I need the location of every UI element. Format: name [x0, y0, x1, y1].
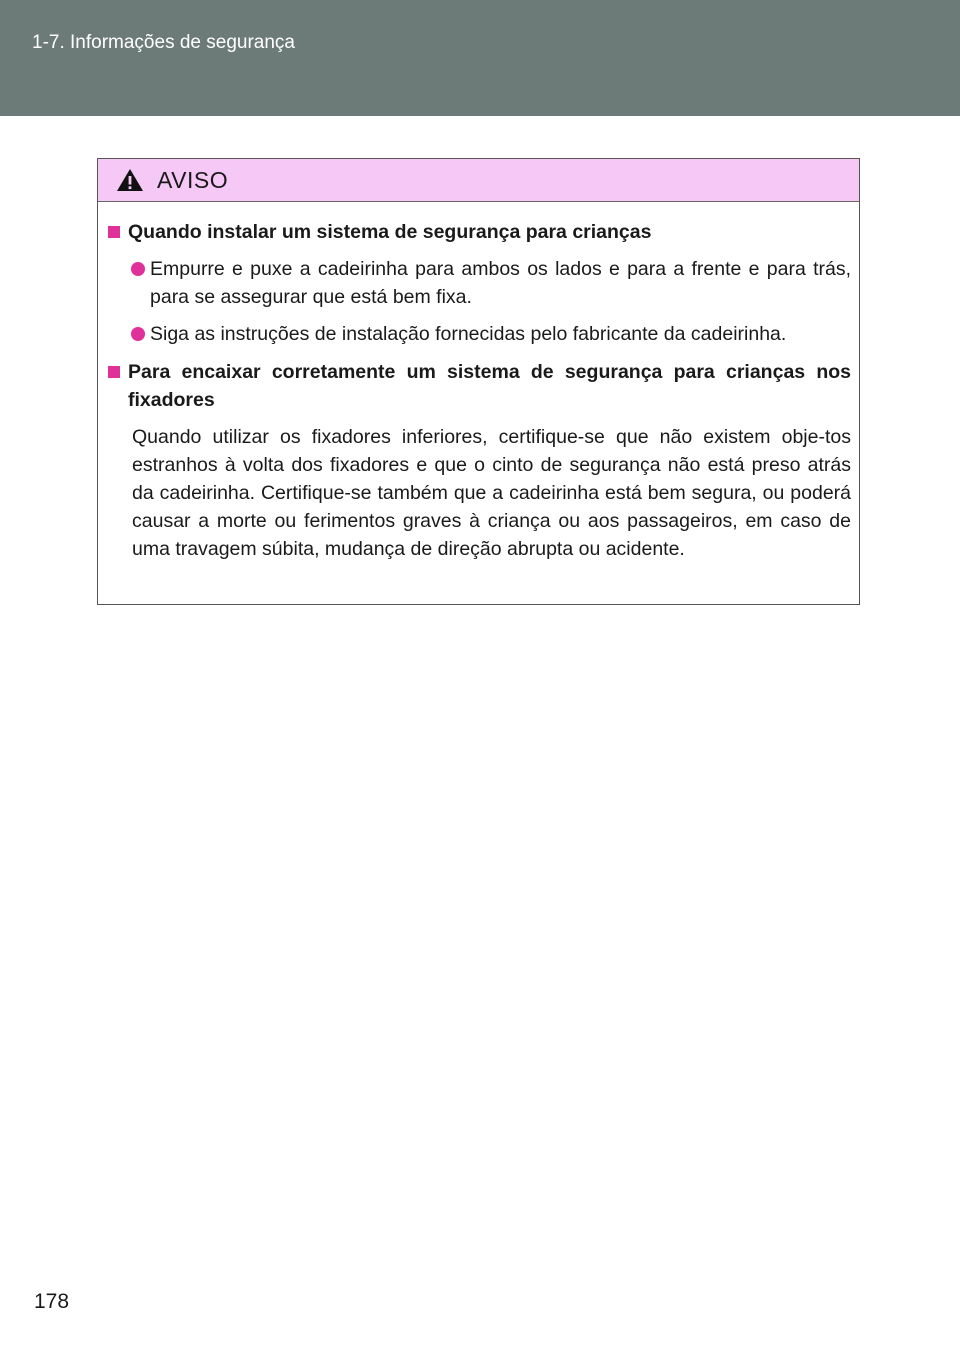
warning-title: AVISO [157, 167, 229, 193]
list-item-text: Siga as instruções de instalação fornecidas pelo fabricante da cadeirinha. [150, 323, 787, 345]
section-title [108, 358, 851, 414]
section-paragraph: Quando utilizar os fixadores inferiores, certifique-se que não existem obje-tos estranhos à volta dos fixadores e que o cinto de segurança não está preso atrás da cadeirinha. Certifique-se também que a cadeirinha está bem segura, ou poderá causar a morte ou ferimentos graves à criança ou aos passageiros, em caso de uma travagem súbita, mudança de direção abrupta ou acidente. [132, 426, 851, 560]
section-title-text: Quando instalar um sistema de segurança para crianças [128, 221, 652, 243]
page-number: 178 [34, 1290, 70, 1313]
list-item [131, 320, 851, 348]
warning-body [98, 202, 859, 563]
section-anchors [108, 358, 851, 563]
warning-triangle-icon [116, 168, 144, 192]
warning-box [97, 158, 860, 605]
circle-bullet-icon [131, 327, 145, 341]
warning-header [98, 159, 859, 202]
section-title [108, 218, 851, 246]
list-item-text: Empurre e puxe a cadeirinha para ambos os lados e para a frente e para trás, para se assegurar que está bem fixa. [150, 258, 851, 308]
circle-bullet-icon [131, 262, 145, 276]
section-installation [108, 218, 851, 348]
chapter-title: 1-7. Informações de segurança [32, 32, 295, 53]
square-bullet-icon [108, 366, 120, 378]
list-item [131, 255, 851, 311]
page-header [0, 0, 960, 116]
square-bullet-icon [108, 226, 120, 238]
section-title-text: Para encaixar corretamente um sistema de segurança para crianças nos fixadores [128, 361, 851, 411]
